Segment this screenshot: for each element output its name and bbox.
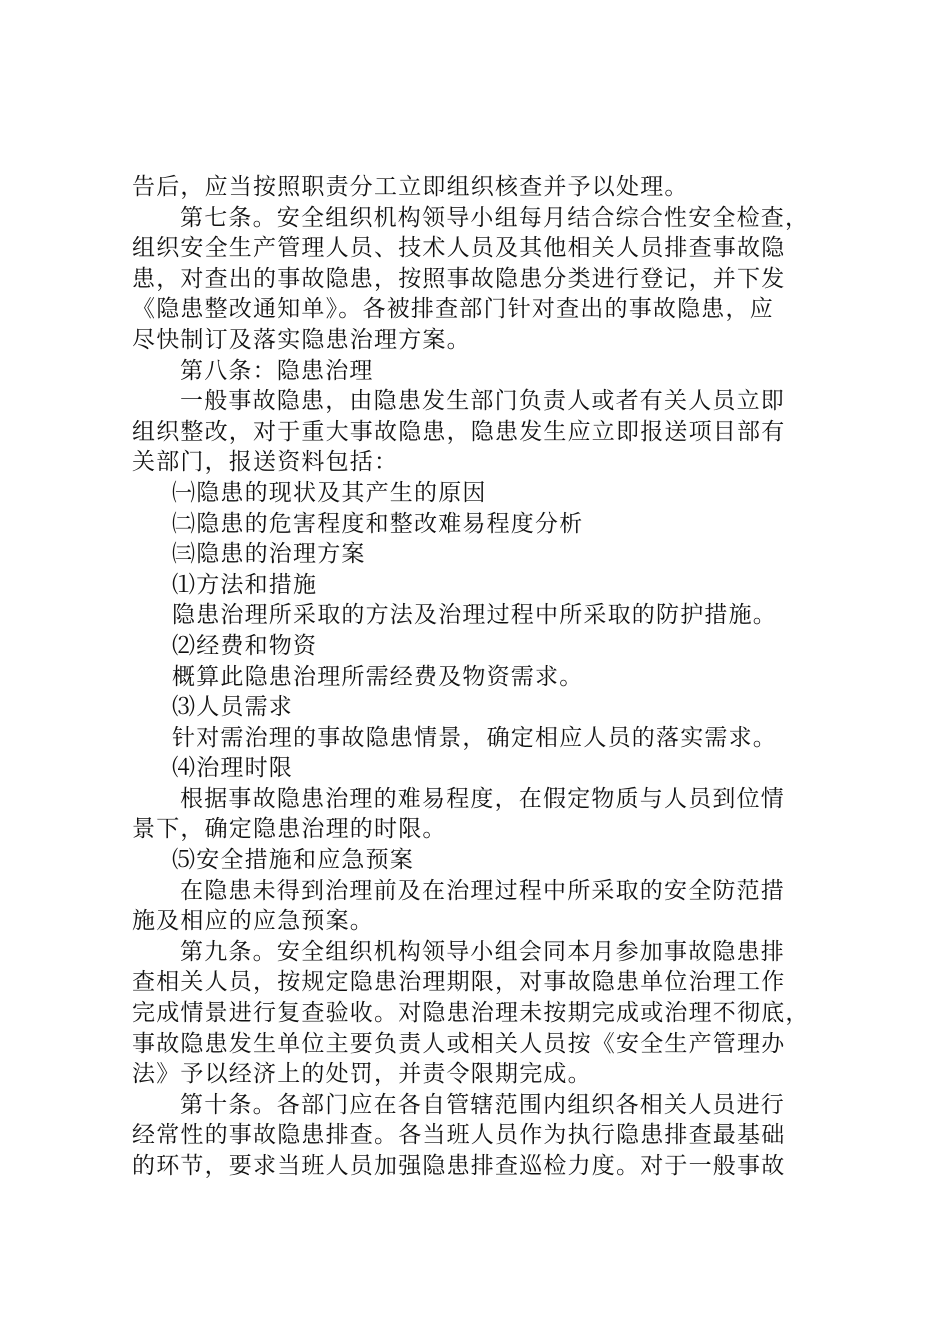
text-line: ㈢隐患的治理方案 — [172, 541, 366, 568]
text-line: ⑵经费和物资 — [172, 632, 318, 659]
text-line: 《隐患整改通知单》。各被排查部门针对查出的事故隐患，应 — [132, 296, 774, 323]
text-line: 查相关人员，按规定隐患治理期限，对事故隐患单位治理工作 — [132, 969, 786, 996]
text-line: 事故隐患发生单位主要负责人或相关人员按《安全生产管理办 — [132, 1030, 786, 1057]
text-line: 告后，应当按照职责分工立即组织核查并予以处理。 — [132, 174, 689, 200]
text-line: 关部门，报送资料包括： — [132, 449, 399, 476]
text-line: 概算此隐患治理所需经费及物资需求。 — [172, 663, 584, 690]
text-line: ⑴方法和措施 — [172, 571, 318, 598]
text-line: 一般事故隐患，由隐患发生部门负责人或者有关人员立即 — [180, 388, 785, 415]
text-line: 第九条。安全组织机构领导小组会同本月参加事故隐患排 — [180, 938, 785, 965]
text-line: 患，对查出的事故隐患，按照事故隐患分类进行登记，并下发 — [132, 265, 786, 292]
text-line: 第八条：隐患治理 — [180, 357, 374, 384]
text-line: 在隐患未得到治理前及在治理过程中所采取的安全防范措 — [180, 877, 785, 904]
text-line: 施及相应的应急预案。 — [132, 908, 374, 935]
text-line: 第十条。各部门应在各自管辖范围内组织各相关人员进行 — [180, 1091, 785, 1118]
text-line: 根据事故隐患治理的难易程度，在假定物质与人员到位情 — [180, 785, 785, 812]
text-line: 组织安全生产管理人员、技术人员及其他相关人员排查事故隐 — [132, 235, 786, 262]
document-body — [132, 172, 852, 1182]
text-line: 的环节，要求当班人员加强隐患排查巡检力度。对于一般事故 — [132, 1153, 786, 1179]
text-line: ⑶人员需求 — [172, 694, 293, 721]
text-line: ⑸安全措施和应急预案 — [172, 847, 414, 874]
text-line: 经常性的事故隐患排查。各当班人员作为执行隐患排查最基础 — [132, 1122, 786, 1149]
text-line: ㈡隐患的危害程度和整改难易程度分析 — [172, 510, 584, 537]
text-line: 第七条。安全组织机构领导小组每月结合综合性安全检查， — [180, 204, 810, 231]
text-line: 尽快制订及落实隐患治理方案。 — [132, 326, 471, 353]
text-line: 完成情景进行复查验收。对隐患治理未按期完成或治理不彻底， — [132, 1000, 810, 1027]
text-line: 法》予以经济上的处罚，并责令限期完成。 — [132, 1061, 592, 1088]
text-line: ㈠隐患的现状及其产生的原因 — [172, 479, 487, 506]
text-line: 组织整改，对于重大事故隐患，隐患发生应立即报送项目部有 — [132, 418, 786, 445]
text-line: 景下，确定隐患治理的时限。 — [132, 816, 447, 843]
text-line: 隐患治理所采取的方法及治理过程中所采取的防护措施。 — [172, 602, 777, 629]
text-line: 针对需治理的事故隐患情景，确定相应人员的落实需求。 — [172, 724, 777, 751]
text-line: ⑷治理时限 — [172, 755, 293, 782]
